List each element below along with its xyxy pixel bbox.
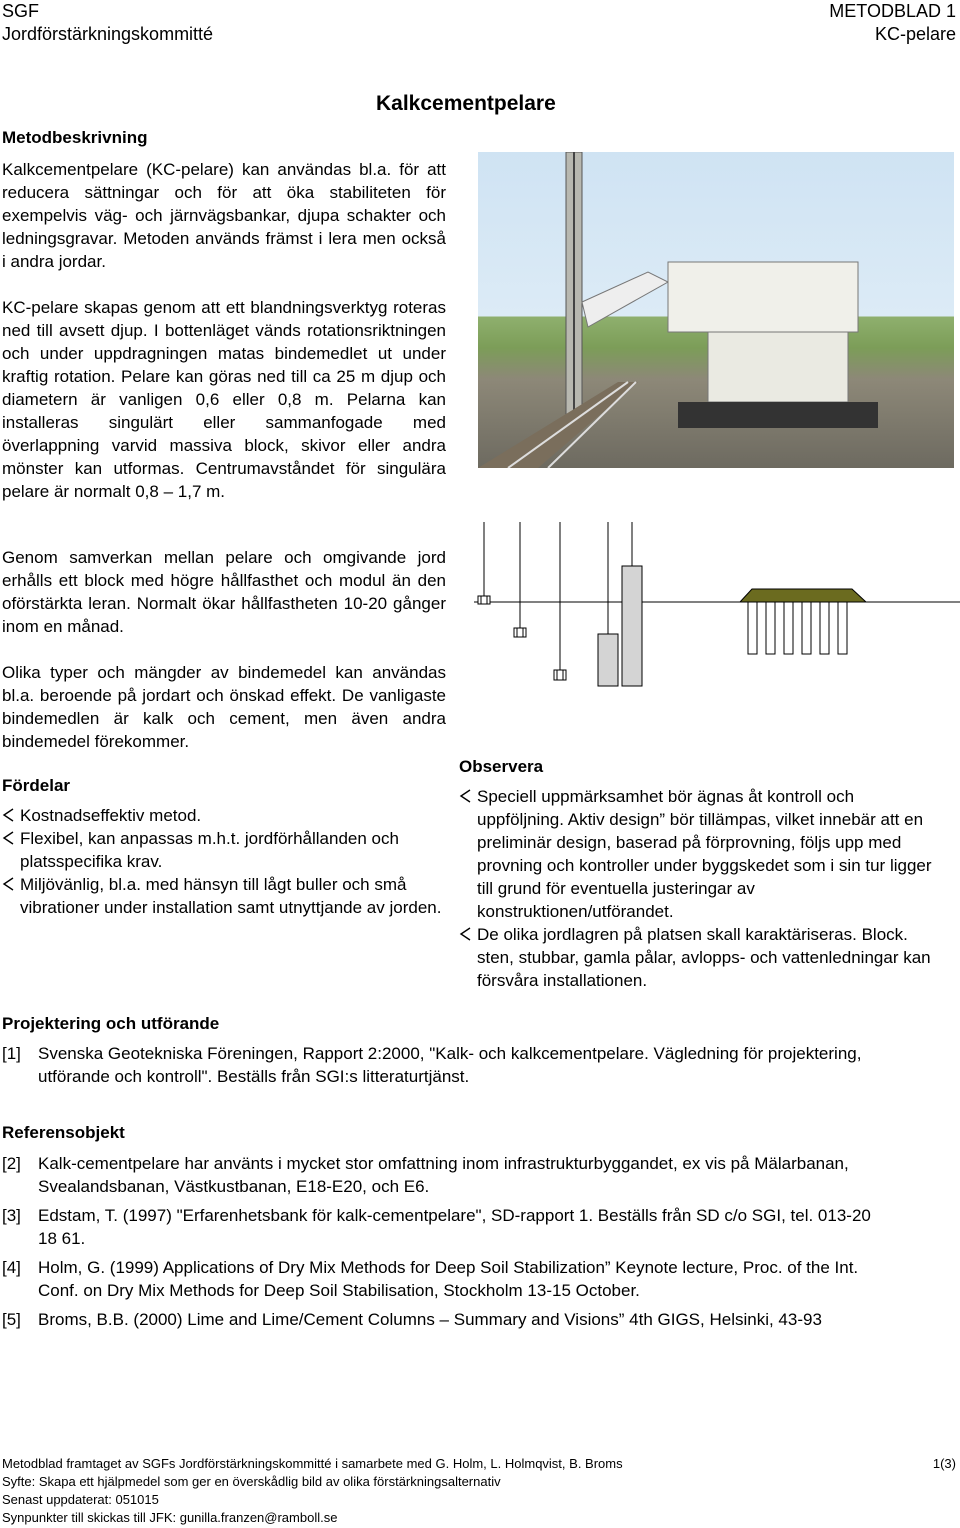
method-heading: Metodbeskrivning bbox=[2, 128, 148, 147]
bullet-icon bbox=[2, 876, 14, 892]
advantage-text: Kostnadseffektiv metod. bbox=[20, 806, 202, 825]
footer-updated: Senast uppdaterat: 051015 bbox=[2, 1492, 159, 1507]
reference-number: [4] bbox=[2, 1258, 21, 1277]
header-org: SGF bbox=[2, 1, 40, 21]
header-committee: Jordförstärkningskommitté bbox=[2, 24, 214, 44]
advantage-text: Flexibel, kan anpassas m.h.t. jordförhållanden och platsspecifika krav. bbox=[20, 829, 399, 871]
rig-illustration bbox=[478, 152, 954, 468]
observe-heading: Observera bbox=[459, 757, 544, 776]
bullet-icon bbox=[2, 830, 14, 846]
footer-credits: Metodblad framtaget av SGFs Jordförstärkningskommitté i samarbete med G. Holm, L. Holmqvist, B. Broms bbox=[2, 1456, 623, 1471]
reference-item bbox=[2, 1256, 872, 1302]
projects-refs bbox=[2, 1152, 872, 1331]
method-paragraph-2: KC-pelare skapas genom att ett blandningsverktyg roteras ned till avsett djup. I bottenläget vänds rotationsriktningen och under uppdragningen matas bindemedlet ut under kraftig rotation. Pelare kan göras ned till ca 25 m djup och diametern är vanligen 0,6 eller 0,8 m. Pelarna kan installeras singulärt eller sammanfogade med överlappning varvid massiva block, skivor eller andra mönster kan utformas. Centrumavståndet för singulära pelare är normalt 0,8 – 1,7 m. bbox=[2, 298, 446, 501]
page-title: Kalkcementpelare bbox=[376, 92, 556, 115]
design-refs bbox=[2, 1042, 872, 1088]
reference-number: [5] bbox=[2, 1310, 21, 1329]
reference-number: [1] bbox=[2, 1044, 21, 1063]
column-diagram bbox=[474, 522, 960, 692]
page-number: 1(3) bbox=[932, 1456, 956, 1471]
footer-contact: Synpunkter till skickas till JFK: gunilla.franzen@ramboll.se bbox=[2, 1510, 338, 1525]
projects-heading: Referensobjekt bbox=[2, 1123, 125, 1142]
construction-photo bbox=[478, 152, 954, 468]
bullet-icon bbox=[459, 788, 471, 804]
method-paragraph-3: Genom samverkan mellan pelare och omgivande jord erhålls ett block med högre hållfasthet och modul än den oförstärkta leran. Normalt ökar hållfastheten 10-20 gånger inom en månad. bbox=[2, 548, 446, 636]
list-item bbox=[2, 804, 442, 827]
bullet-icon bbox=[459, 926, 471, 942]
observe-text: De olika jordlagren på platsen skall karaktäriseras. Block. sten, stubbar, gamla pålar, avlopps- och vattenledningar kan försvåra installationen. bbox=[477, 925, 931, 990]
reference-item bbox=[2, 1042, 872, 1088]
bullet-icon bbox=[2, 807, 14, 823]
reference-text: Svenska Geotekniska Föreningen, Rapport 2:2000, "Kalk- och kalkcementpelare. Vägledning för projektering, utförande och kontroll". Beställs från SGI:s litteraturtjänst. bbox=[38, 1044, 862, 1086]
reference-number: [3] bbox=[2, 1206, 21, 1225]
column-patterns-svg bbox=[474, 522, 960, 692]
advantage-text: Miljövänlig, bl.a. med hänsyn till lågt buller och små vibrationer under installation samt utnyttjande av jorden. bbox=[20, 875, 442, 917]
reference-text: Holm, G. (1999) Applications of Dry Mix Methods for Deep Soil Stabilization” Keynote lecture, Proc. of the Int. Conf. on Dry Mix Methods for Deep Soil Stabilisation, Stockholm 13-15 October. bbox=[38, 1258, 859, 1300]
observe-list bbox=[459, 785, 943, 992]
observe-text: Speciell uppmärksamhet bör ägnas åt kontroll och uppföljning. Aktiv design” bör tillämpas, vilket innebär att en preliminär design, baserad på förprovning, följs upp med provning och kontroller under byggskedet som i sin tur ligger till grund för eventuella justeringar av konstruktionen/utförandet. bbox=[477, 787, 932, 921]
header-doc-subject: KC-pelare bbox=[874, 24, 956, 44]
list-item bbox=[2, 827, 442, 873]
reference-item bbox=[2, 1204, 872, 1250]
header-doc-type: METODBLAD 1 bbox=[829, 1, 956, 21]
reference-text: Broms, B.B. (2000) Lime and Lime/Cement Columns – Summary and Visions” 4th GIGS, Helsinki, 43-93 bbox=[38, 1310, 822, 1329]
method-paragraph-1: Kalkcementpelare (KC-pelare) kan användas bl.a. för att reducera sättningar och för att öka stabiliteten för exempelvis väg- och järnvägsbankar, djupa schakter och ledningsgravar. Metoden används främst i lera men också i andra jordar. bbox=[2, 160, 446, 271]
method-paragraph-4: Olika typer och mängder av bindemedel kan användas bl.a. beroende på jordart och önskad effekt. De vanligaste bindemedlen är kalk och cement, men även andra bindemedel förekommer. bbox=[2, 663, 446, 751]
list-item bbox=[459, 785, 943, 923]
reference-number: [2] bbox=[2, 1154, 21, 1173]
advantages-list bbox=[2, 804, 442, 919]
advantages-heading: Fördelar bbox=[2, 776, 71, 795]
reference-text: Kalk-cementpelare har använts i mycket stor omfattning inom infrastrukturbyggandet, ex vis på Mälarbanan, Svealandsbanan, Västkustbanan, E18-E20, och E6. bbox=[38, 1154, 849, 1196]
footer-purpose: Syfte: Skapa ett hjälpmedel som ger en överskådlig bild av olika förstärkningsalternativ bbox=[2, 1474, 501, 1489]
reference-item bbox=[2, 1152, 872, 1198]
list-item bbox=[2, 873, 442, 919]
list-item bbox=[459, 923, 943, 992]
design-heading: Projektering och utförande bbox=[2, 1014, 220, 1033]
reference-text: Edstam, T. (1997) "Erfarenhetsbank för kalk-cementpelare", SD-rapport 1. Beställs från SD c/o SGI, tel. 013-20 18 61. bbox=[38, 1206, 871, 1248]
reference-item bbox=[2, 1308, 872, 1331]
